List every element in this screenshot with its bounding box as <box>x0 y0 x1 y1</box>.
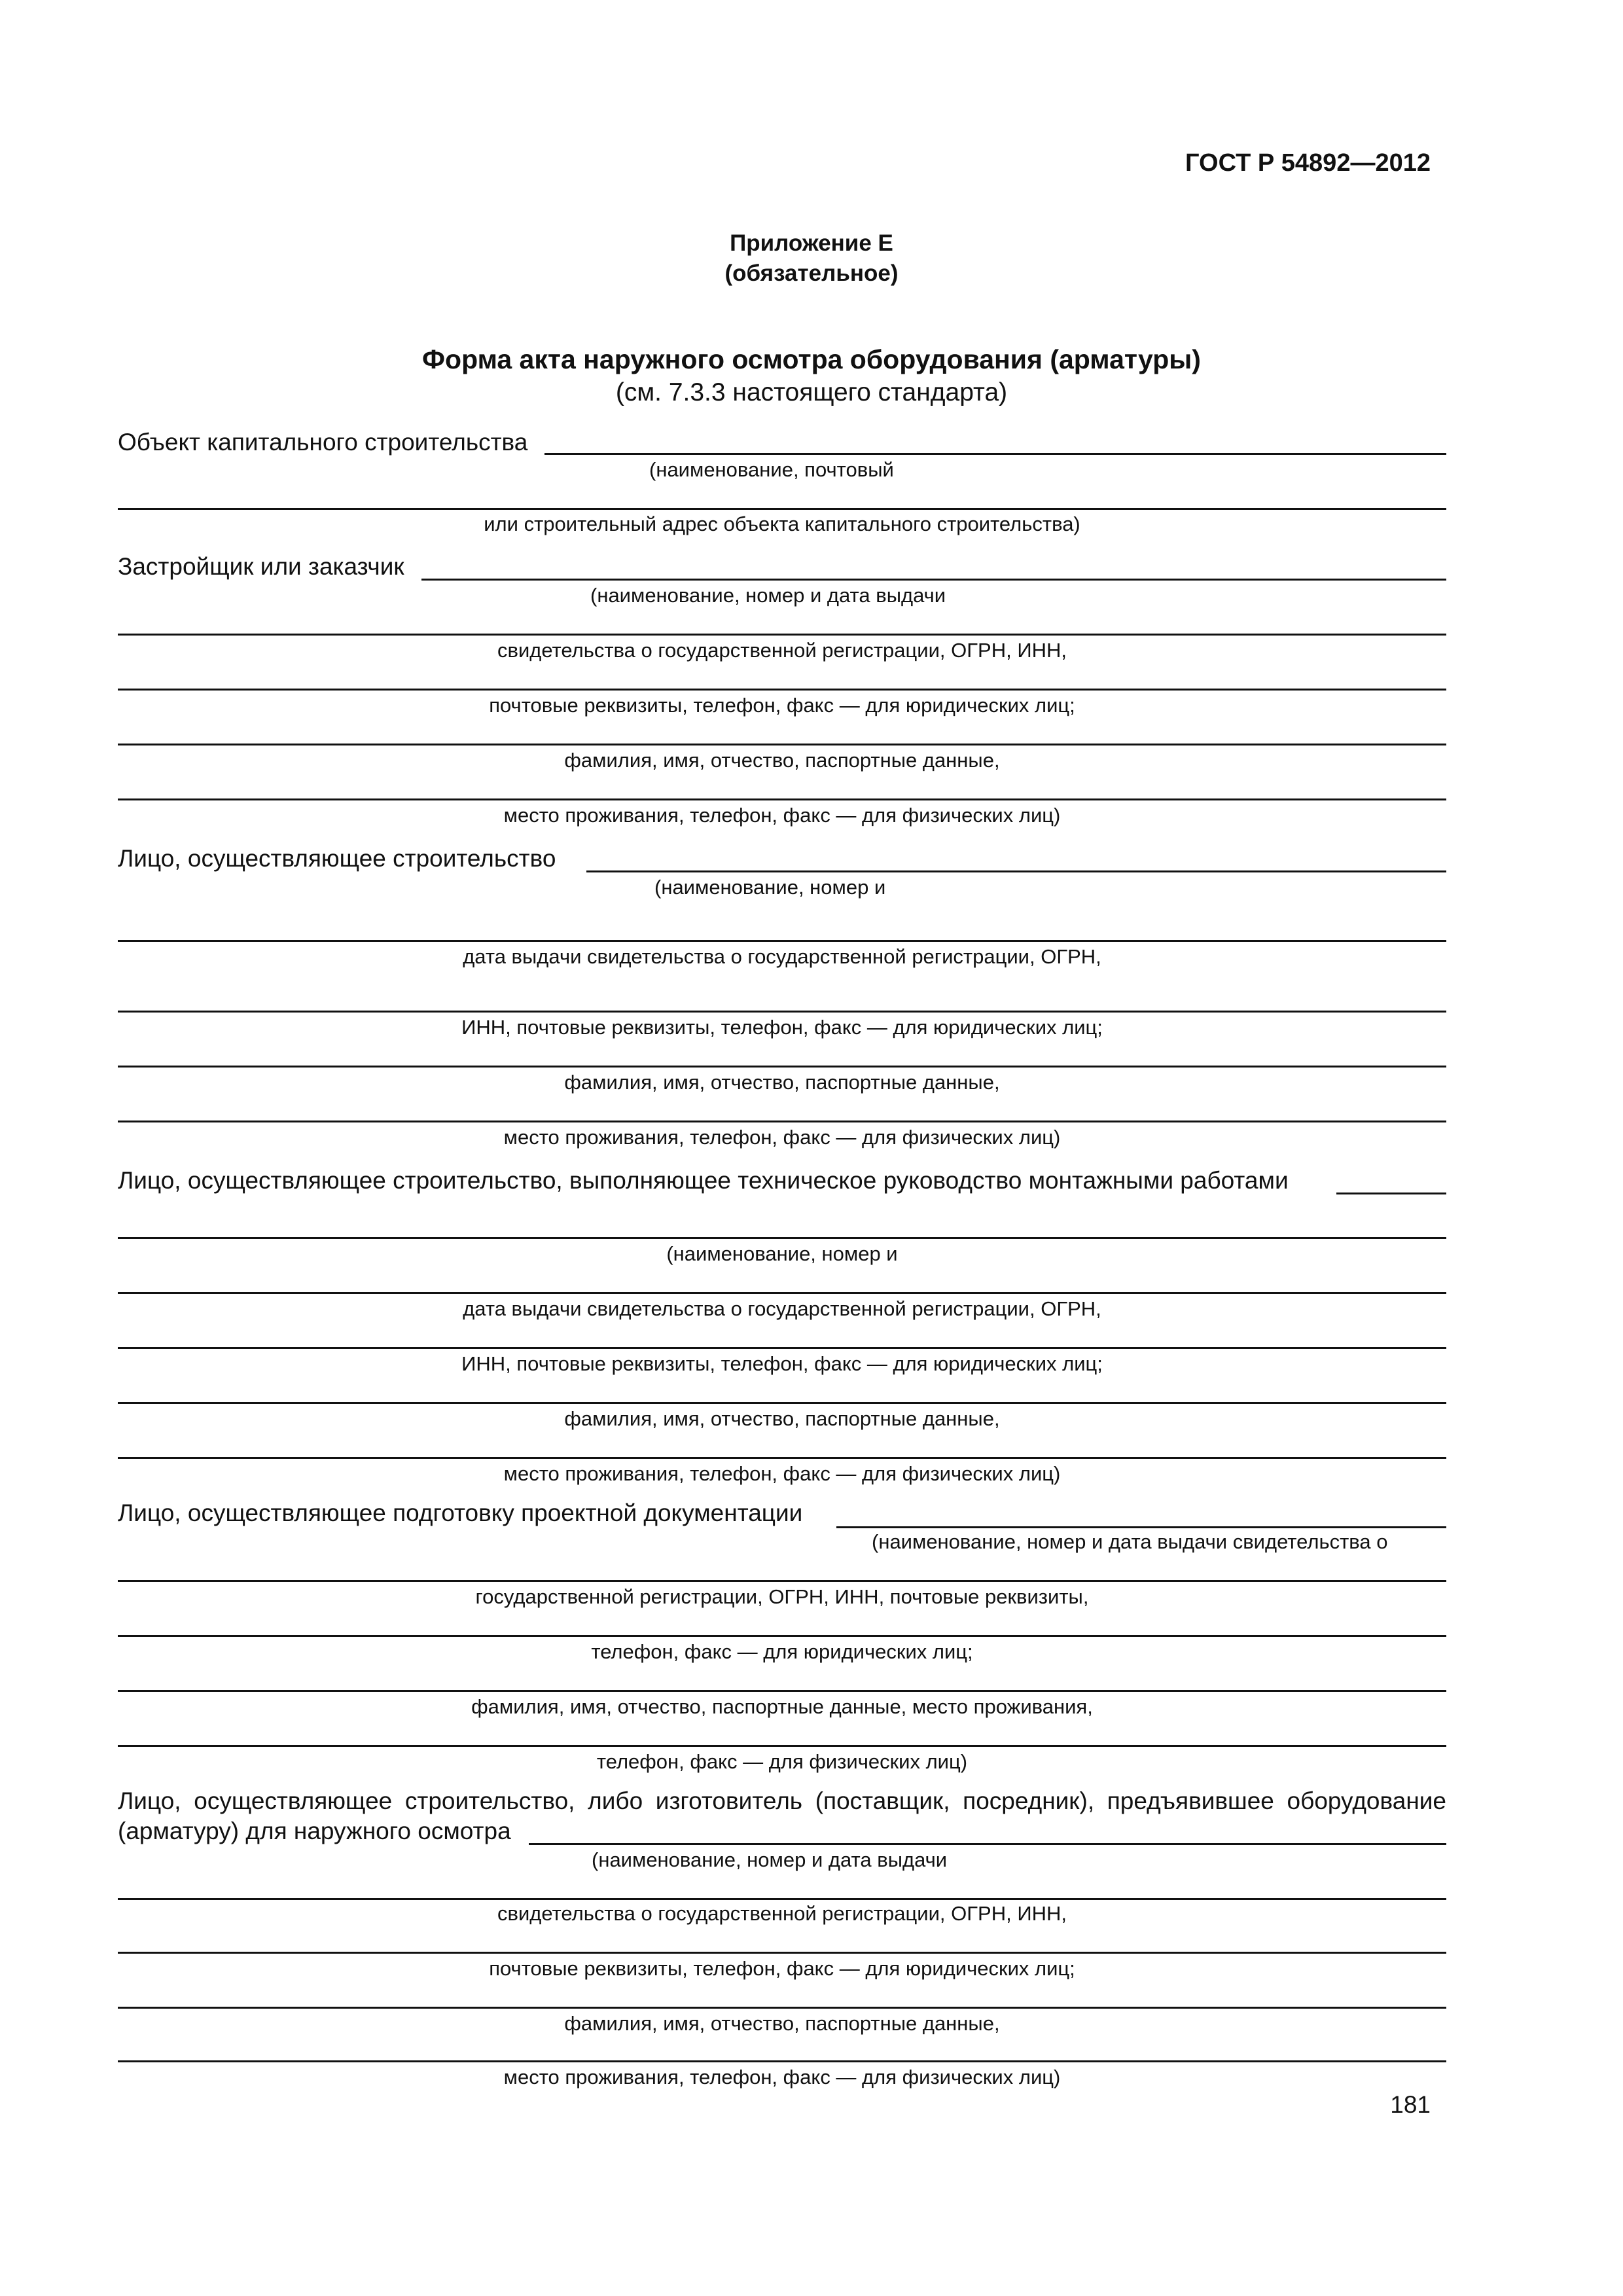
presenter-field-3[interactable] <box>118 1952 1446 1954</box>
field-caption: телефон, факс — для физических лиц) <box>596 1750 968 1773</box>
field-caption: дата выдачи свидетельства о государственной регистрации, ОГРН, <box>463 945 1101 968</box>
developer-field-3[interactable] <box>118 689 1446 691</box>
field-caption: телефон, факс — для юридических лиц; <box>591 1640 973 1663</box>
presenter-field-5[interactable] <box>118 2060 1446 2062</box>
supervisor-field-1[interactable] <box>1336 1193 1446 1194</box>
builder-field-2[interactable] <box>118 940 1446 942</box>
field-caption: (наименование, почтовый <box>649 458 894 481</box>
designer-field-4[interactable] <box>118 1690 1446 1692</box>
field-caption: (наименование, номер и дата выдачи свидетельства о <box>872 1530 1388 1553</box>
field-caption: фамилия, имя, отчество, паспортные данные, <box>564 1407 1000 1430</box>
designer-label: Лицо, осуществляющее подготовку проектной документации <box>118 1499 803 1526</box>
supervisor-field-6[interactable] <box>118 1457 1446 1459</box>
field-caption: или строительный адрес объекта капитального строительства) <box>484 512 1080 535</box>
field-caption: фамилия, имя, отчество, паспортные данные, <box>564 1071 1000 1094</box>
developer-label: Застройщик или заказчик <box>118 553 404 580</box>
field-caption: место проживания, телефон, факс — для физических лиц) <box>503 804 1061 827</box>
field-caption: дата выдачи свидетельства о государственной регистрации, ОГРН, <box>463 1297 1101 1320</box>
supervisor-field-4[interactable] <box>118 1347 1446 1349</box>
builder-field-4[interactable] <box>118 1066 1446 1067</box>
field-caption: почтовые реквизиты, телефон, факс — для юридических лиц; <box>489 694 1075 717</box>
field-caption: (наименование, номер и <box>654 876 886 899</box>
presenter-field-1[interactable] <box>529 1843 1446 1845</box>
field-caption: (наименование, номер и дата выдачи <box>590 584 946 607</box>
object-address-field[interactable] <box>118 508 1446 510</box>
designer-field-1[interactable] <box>836 1526 1446 1528</box>
field-caption: фамилия, имя, отчество, паспортные данные, <box>564 2012 1000 2035</box>
page-number: 181 <box>1390 2091 1431 2118</box>
developer-field-1[interactable] <box>421 579 1446 581</box>
field-caption: свидетельства о государственной регистрации, ОГРН, ИНН, <box>497 639 1067 662</box>
field-caption: ИНН, почтовые реквизиты, телефон, факс — для юридических лиц; <box>461 1352 1103 1375</box>
presenter-field-4[interactable] <box>118 2007 1446 2009</box>
supervisor-field-3[interactable] <box>118 1292 1446 1294</box>
developer-field-4[interactable] <box>118 744 1446 745</box>
appendix-status: (обязательное) <box>724 260 899 286</box>
supervisor-field-2[interactable] <box>118 1237 1446 1239</box>
designer-field-2[interactable] <box>118 1580 1446 1582</box>
developer-field-2[interactable] <box>118 634 1446 636</box>
field-caption: место проживания, телефон, факс — для физических лиц) <box>503 1462 1061 1485</box>
field-caption: ИНН, почтовые реквизиты, телефон, факс — для юридических лиц; <box>461 1016 1103 1039</box>
field-caption: почтовые реквизиты, телефон, факс — для юридических лиц; <box>489 1957 1075 1980</box>
field-caption: свидетельства о государственной регистрации, ОГРН, ИНН, <box>497 1902 1067 1925</box>
object-name-field[interactable] <box>544 453 1446 455</box>
builder-field-3[interactable] <box>118 1011 1446 1013</box>
object-label: Объект капитального строительства <box>118 429 528 456</box>
standard-number: ГОСТ Р 54892—2012 <box>1185 149 1431 177</box>
field-caption: фамилия, имя, отчество, паспортные данные, место проживания, <box>471 1695 1093 1718</box>
presenter-field-2[interactable] <box>118 1898 1446 1900</box>
builder-field-1[interactable] <box>586 870 1446 872</box>
builder-label: Лицо, осуществляющее строительство <box>118 845 556 872</box>
presenter-label-cont: (арматуру) для наружного осмотра <box>118 1818 511 1844</box>
form-title: Форма акта наружного осмотра оборудования (арматуры) <box>422 344 1201 374</box>
field-caption: место проживания, телефон, факс — для физических лиц) <box>503 1126 1061 1149</box>
field-caption: (наименование, номер и дата выдачи <box>592 1848 948 1871</box>
field-caption: фамилия, имя, отчество, паспортные данные, <box>564 749 1000 772</box>
developer-field-5[interactable] <box>118 798 1446 800</box>
designer-field-3[interactable] <box>118 1635 1446 1637</box>
builder-field-5[interactable] <box>118 1121 1446 1122</box>
appendix-title: Приложение Е <box>730 230 893 256</box>
supervisor-label: Лицо, осуществляющее строительство, выполняющее техническое руководство монтажными работами <box>118 1167 1289 1194</box>
field-caption: (наименование, номер и <box>666 1242 898 1265</box>
field-caption: государственной регистрации, ОГРН, ИНН, почтовые реквизиты, <box>475 1585 1089 1608</box>
form-subtitle: (см. 7.3.3 настоящего стандарта) <box>615 378 1008 406</box>
field-caption: место проживания, телефон, факс — для физических лиц) <box>503 2066 1061 2089</box>
supervisor-field-5[interactable] <box>118 1402 1446 1404</box>
presenter-label: Лицо, осуществляющее строительство, либо изготовитель (поставщик, посредник), предъявившее оборудование <box>118 1787 1446 1814</box>
designer-field-5[interactable] <box>118 1745 1446 1747</box>
